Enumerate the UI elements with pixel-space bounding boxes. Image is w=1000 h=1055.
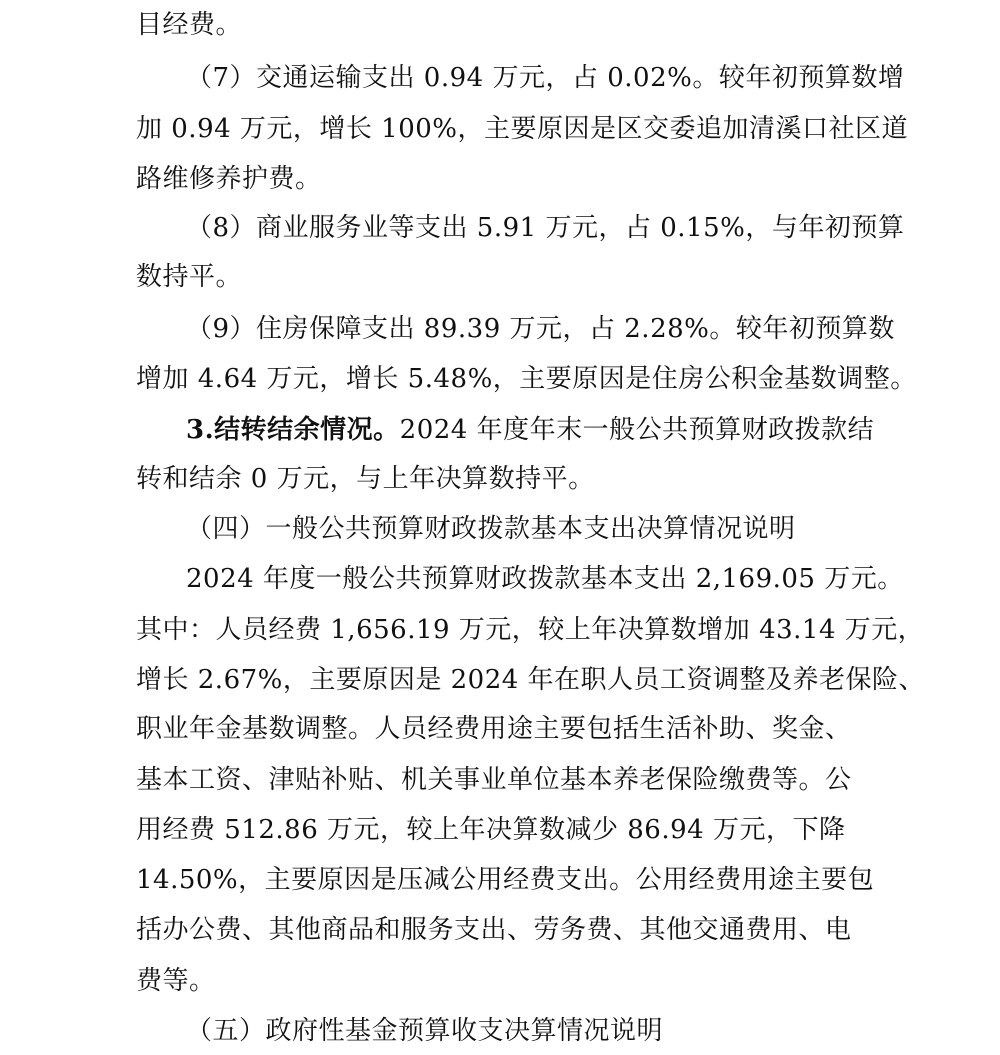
text-line: 费等。 xyxy=(136,966,216,996)
text-line: 用经费 512.86 万元，较上年决算数减少 86.94 万元，下降 xyxy=(136,815,846,845)
text-line: 2024 年度一般公共预算财政拨款基本支出 2,169.05 万元。 xyxy=(186,564,904,594)
text-line: 14.50%，主要原因是压减公用经费支出。公用经费用途主要包 xyxy=(136,865,875,895)
text-line: （7）交通运输支出 0.94 万元，占 0.02%。较年初预算数增 xyxy=(186,63,905,93)
text-line: （9）住房保障支出 89.39 万元，占 2.28%。较年初预算数 xyxy=(186,314,895,344)
section-heading: （五）政府性基金预算收支决算情况说明 xyxy=(186,1016,664,1046)
text-line: 目经费。 xyxy=(136,10,243,40)
text-line: 其中：人员经费 1,656.19 万元，较上年决算数增加 43.14 万元， xyxy=(136,615,925,645)
section-heading: （四）一般公共预算财政拨款基本支出决算情况说明 xyxy=(186,514,796,544)
text-line: 基本工资、津贴补贴、机关事业单位基本养老保险缴费等。公 xyxy=(136,765,852,795)
text-line: 职业年金基数调整。人员经费用途主要包括生活补助、奖金、 xyxy=(136,714,852,744)
text-line: 加 0.94 万元，增长 100%，主要原因是区交委追加清溪口社区道 xyxy=(136,114,909,144)
text-line: 转和结余 0 万元，与上年决算数持平。 xyxy=(136,464,595,494)
text-line: 增长 2.67%，主要原因是 2024 年在职人员工资调整及养老保险、 xyxy=(136,665,926,695)
text-line: 括办公费、其他商品和服务支出、劳务费、其他交通费用、电 xyxy=(136,915,852,945)
text-line: 增加 4.64 万元，增长 5.48%，主要原因是住房公积金基数调整。 xyxy=(136,364,917,394)
text-line: 3.结转结余情况。2024 年度年末一般公共预算财政拨款结 xyxy=(186,415,875,445)
text-line: 数持平。 xyxy=(136,262,243,292)
text-line: （8）商业服务业等支出 5.91 万元，占 0.15%，与年初预算 xyxy=(186,213,905,243)
text-line: 路维修养护费。 xyxy=(136,164,322,194)
section-heading: 3.结转结余情况。 xyxy=(186,415,400,445)
